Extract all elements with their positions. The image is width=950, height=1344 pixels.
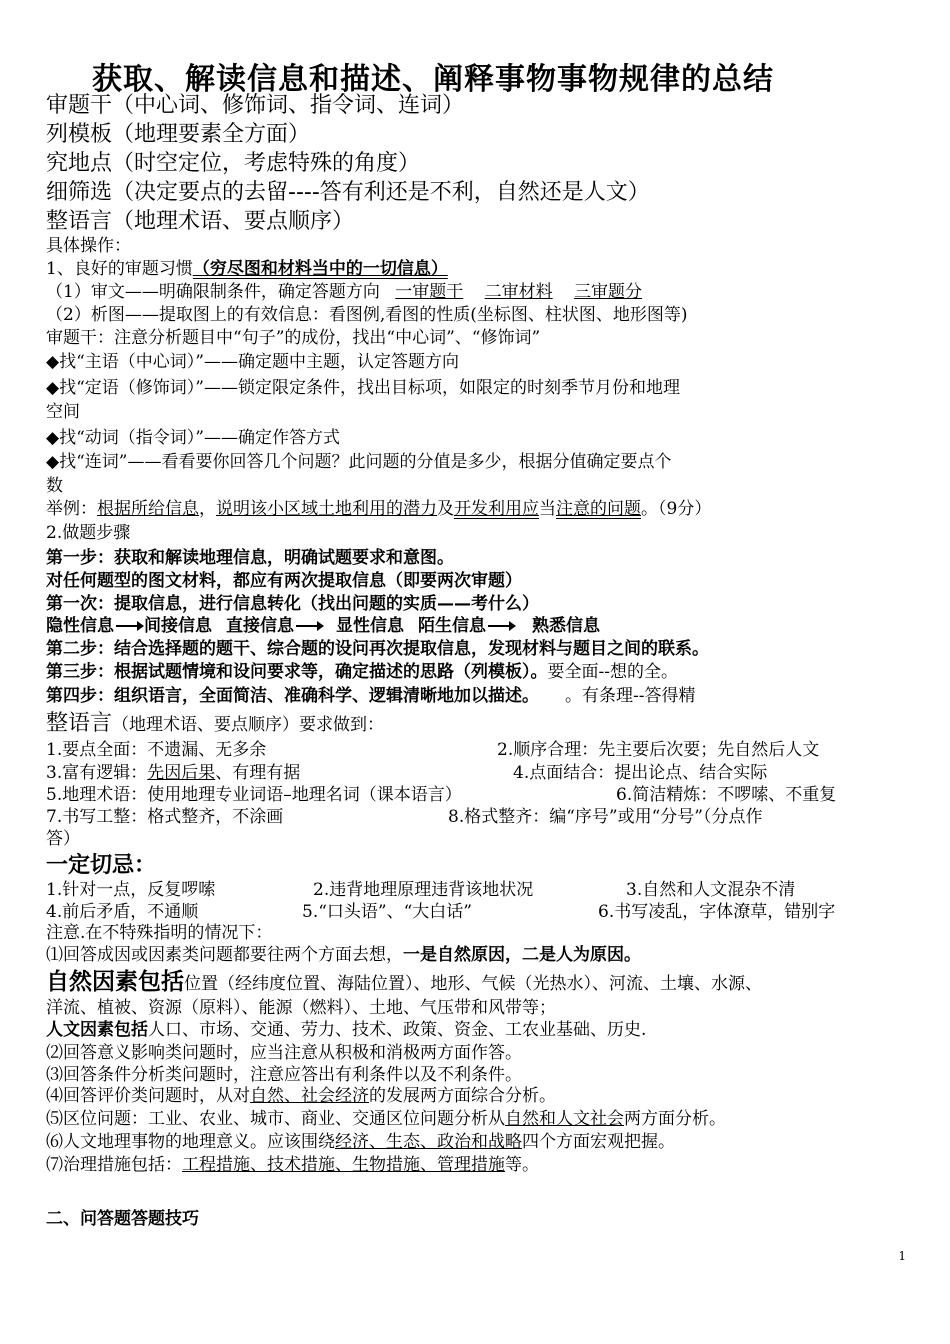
example-underlined: 开发利用应 — [454, 499, 539, 519]
taboo-item: 3.自然和人文混杂不清 — [626, 880, 796, 900]
info-direct: 直接信息 — [226, 616, 294, 636]
shenwen-step-1: 一审题干 — [395, 282, 464, 302]
step-line: 审题干（中心词、修饰词、指令词、连词） — [46, 93, 465, 118]
step-three-note: 要全面--想的全。 — [547, 662, 678, 682]
info-indirect: 间接信息 — [144, 616, 212, 636]
step-four-note: 。有条理--答得精 — [565, 686, 696, 706]
habit-emphasis: （穷尽图和材料当中的一切信息） — [192, 259, 448, 279]
bold-line: 第一次：提取信息，进行信息转化（找出问题的实质——考什么） — [46, 594, 539, 614]
bullet-item: ◆找“主语（中心词）”——确定题中主题，认定答题方向 — [46, 352, 459, 372]
q5-line — [46, 1104, 726, 1129]
step-line: 整语言（地理术语、要点顺序） — [46, 209, 355, 234]
req-item: 5.地理术语：使用地理专业词语–地理名词（课本语言） — [46, 785, 462, 805]
info-hidden: 隐性信息 — [46, 616, 114, 636]
step-two: 第二步：结合选择题的题干、综合题的设问再次提取信息，发现材料与题目之间的联系。 — [46, 639, 709, 659]
human-label: 人文因素包括 — [46, 1020, 148, 1040]
zheng-label: 整语言 — [46, 711, 113, 736]
info-explicit: 显性信息 — [336, 616, 404, 636]
zheng-text: （地理术语、要点顺序）要求做到： — [112, 715, 385, 735]
shentigan-line: 审题干：注意分析题目中“句子”的成份，找出“中心词”、“修饰词” — [46, 328, 541, 348]
natural-label: 自然因素包括 — [46, 969, 184, 995]
shenwen-text: （1）审文——明确限制条件，确定答题方向 — [46, 282, 380, 302]
zheng-line — [46, 706, 384, 737]
bullet-item: 数 — [46, 476, 63, 496]
q3-line: ⑶回答条件分析类问题时，注意应答出有利条件以及不利条件。 — [46, 1065, 522, 1085]
human-line — [46, 1015, 646, 1040]
example-text: ， — [199, 499, 216, 519]
arrow-icon — [296, 625, 322, 627]
example-label: 举例： — [46, 499, 97, 519]
steps2-label: 2.做题步骤 — [46, 523, 131, 543]
habit-prefix: 1、良好的审题习惯 — [46, 259, 193, 279]
ops-label: 具体操作： — [46, 236, 131, 256]
shenwen-step-3: 三审题分 — [574, 282, 643, 302]
step-three-bold: 第三步：根据试题情境和设问要求等，确定描述的思路（列模板）。 — [46, 662, 548, 682]
shenwen-step-2: 二审材料 — [484, 282, 553, 302]
example-line — [46, 494, 711, 519]
bold-line: 对任何题型的图文材料，都应有两次提取信息（即要两次审题） — [46, 571, 522, 591]
section-two-heading: 二、问答题答题技巧 — [46, 1209, 199, 1229]
taboo-title: 一定切忌： — [46, 853, 157, 878]
q7-underlined: 工程措施、技术措施、生物措施、管理措施 — [182, 1155, 505, 1175]
q6-text: ⑹人文地理事物的地理意义。应该围绕 — [46, 1132, 335, 1152]
req-item: 6.简洁精炼：不啰嗦、不重复 — [616, 785, 837, 805]
q5-underlined: 自然和人文社会 — [505, 1109, 624, 1129]
bullet-item: ◆找“动词（指令词）”——确定作答方式 — [46, 428, 340, 448]
q6-underlined: 经济、生态、政治和战略 — [335, 1132, 522, 1152]
example-text: 及 — [437, 499, 454, 519]
bullet-item: ◆找“定语（修饰词）”——锁定限定条件，找出目标项，如限定的时刻季节月份和地理 — [46, 378, 680, 398]
step-line: 细筛选（决定要点的去留----答有利还是不利，自然还是人文） — [46, 180, 650, 205]
step-four-bold: 第四步：组织语言，全面简洁、准确科学、逻辑清晰地加以描述。 — [46, 686, 539, 706]
q4-text: ⑷回答评价类问题时，从对 — [46, 1086, 250, 1106]
step-three — [46, 657, 678, 682]
q6-text: 四个方面宏观把握。 — [522, 1132, 675, 1152]
human-text: 人口、市场、交通、劳力、技术、政策、资金、工农业基础、历史. — [148, 1020, 647, 1040]
q5-text: ⑸区位问题：工业、农业、城市、商业、交通区位问题分析从 — [46, 1109, 505, 1129]
bullet-item: 空间 — [46, 402, 80, 422]
q4-underlined: 自然、社会经济 — [250, 1086, 369, 1106]
step-four — [46, 681, 696, 706]
natural-line-2: 洋流、植被、资源（原料）、能源（燃料）、土地、气压带和风带等； — [46, 998, 556, 1018]
q6-line — [46, 1127, 675, 1152]
taboo-item: 5.“口头语”、“大白话” — [302, 902, 472, 922]
req-item: 4.点面结合：提出论点、结合实际 — [513, 763, 768, 783]
step-line: 列模板（地理要素全方面） — [46, 122, 311, 147]
step-line: 究地点（时空定位，考虑特殊的角度） — [46, 151, 421, 176]
habit-line — [46, 254, 448, 279]
xitu-line: （2）析图——提取图上的有效信息：看图例,看图的性质(坐标图、柱状图、地形图等) — [46, 305, 688, 325]
req-text: 、有理有据 — [215, 763, 301, 783]
note-line: 注意.在不特殊指明的情况下： — [46, 923, 273, 943]
info-chain — [46, 611, 600, 636]
arrow-icon — [116, 625, 142, 627]
page-number: 1 — [898, 1249, 906, 1263]
example-text: 当 — [539, 499, 556, 519]
q7-line — [46, 1150, 539, 1175]
q2-line: ⑵回答意义影响类问题时，应当注意从积极和消极两方面作答。 — [46, 1043, 522, 1063]
q7-text: ⑺治理措施包括： — [46, 1155, 182, 1175]
info-familiar: 熟悉信息 — [532, 616, 600, 636]
bold-line: 第一步：获取和解读地理信息，明确试题要求和意图。 — [46, 548, 454, 568]
q7-text: 等。 — [505, 1155, 539, 1175]
example-underlined: 说明该小区域土地利用的潜力 — [216, 499, 437, 519]
info-unfamiliar: 陌生信息 — [418, 616, 486, 636]
q1-line — [46, 940, 641, 965]
req-item: 2.顺序合理：先主要后次要；先自然后人文 — [497, 740, 820, 760]
req-item: 8.格式整齐：编“序号”或用“分号”（分点作 — [448, 807, 763, 827]
q4-line — [46, 1081, 556, 1106]
arrow-icon — [488, 625, 514, 627]
q4-text: 的发展两方面综合分析。 — [369, 1086, 556, 1106]
bullet-item: ◆找“连词”——看看要你回答几个问题？此问题的分值是多少，根据分值确定要点个 — [46, 452, 672, 472]
example-underlined: 根据所给信息 — [97, 499, 199, 519]
taboo-item: 6.书写凌乱，字体潦草，错别字 — [598, 902, 836, 922]
req-text: 3.富有逻辑： — [46, 763, 148, 783]
page-title: 获取、解读信息和描述、阐释事物事物规律的总结 — [92, 62, 774, 97]
req-item: 7.书写工整：格式整齐，不涂画 — [46, 807, 284, 827]
req-item: 答） — [46, 829, 80, 849]
shenwen-line — [46, 277, 642, 302]
req-underlined: 先因后果 — [147, 763, 216, 783]
taboo-item: 1.针对一点，反复啰嗦 — [46, 880, 216, 900]
q1-text: ⑴回答成因或因素类问题都要往两个方面去想， — [46, 945, 403, 965]
natural-line — [46, 963, 762, 996]
natural-text: 位置（经纬度位置、海陆位置）、地形、气候（光热水）、河流、土壤、水源、 — [184, 974, 762, 994]
taboo-item: 4.前后矛盾，不通顺 — [46, 902, 199, 922]
q5-text: 两方面分析。 — [624, 1109, 726, 1129]
taboo-item: 2.违背地理原理违背该地状况 — [313, 880, 534, 900]
example-text: 。（9分） — [641, 499, 712, 519]
example-underlined: 注意的问题 — [556, 499, 641, 519]
q1-bold: 一是自然原因，二是人为原因。 — [403, 945, 641, 965]
req-item: 1.要点全面：不遗漏、无多余 — [46, 740, 267, 760]
